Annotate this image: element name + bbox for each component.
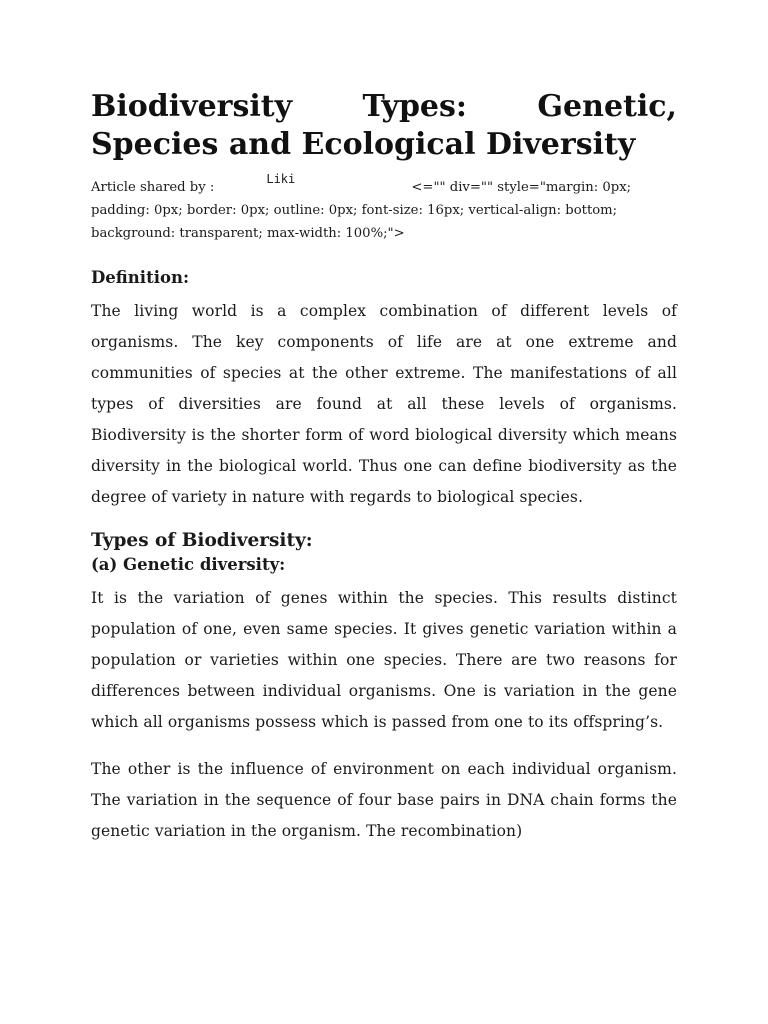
author-name[interactable]: Liki [266, 172, 296, 186]
article [91, 88, 677, 847]
genetic-diversity-heading: (a) Genetic diversity: [91, 555, 286, 574]
byline-prefix: Article shared by : [91, 180, 215, 195]
article-title-line-1: Biodiversity Types: Genetic, [91, 89, 677, 124]
types-heading: Types of Biodiversity: [91, 530, 313, 551]
genetic-diversity-paragraph-1: It is the variation of genes within the species. This results distinct population of one, even same species. It gives genetic variation within a population or varieties within one species. There are two reasons for differences between individual organisms. One is variation in the gene which all organisms possess which is passed from one to its offspring’s. [91, 589, 677, 731]
byline [91, 172, 677, 245]
byline-stray-markup: <="" div="" style="margin: 0px; padding: 0px; border: 0px; outline: 0px; font-size: 16px; vertical-align: bottom; background: transparent; max-width: 100%;"> [91, 180, 632, 241]
definition-heading: Definition: [91, 268, 190, 287]
genetic-diversity-paragraph-2: The other is the influence of environment on each individual organism. The variation in the sequence of four base pairs in DNA chain forms the genetic variation in the organism. The recombination) [91, 760, 677, 840]
article-title [91, 88, 677, 164]
definition-paragraph: The living world is a complex combination of different levels of organisms. The key components of life are at one extreme and communities of species at the other extreme. The manifestations of all types of diversities are found at all these levels of organisms. Biodiversity is the shorter form of word biological diversity which means diversity in the biological world. Thus one can define biodiversity as the degree of variety in nature with regards to biological species. [91, 302, 677, 506]
article-title-line-2: Species and Ecological Diversity [91, 127, 636, 162]
